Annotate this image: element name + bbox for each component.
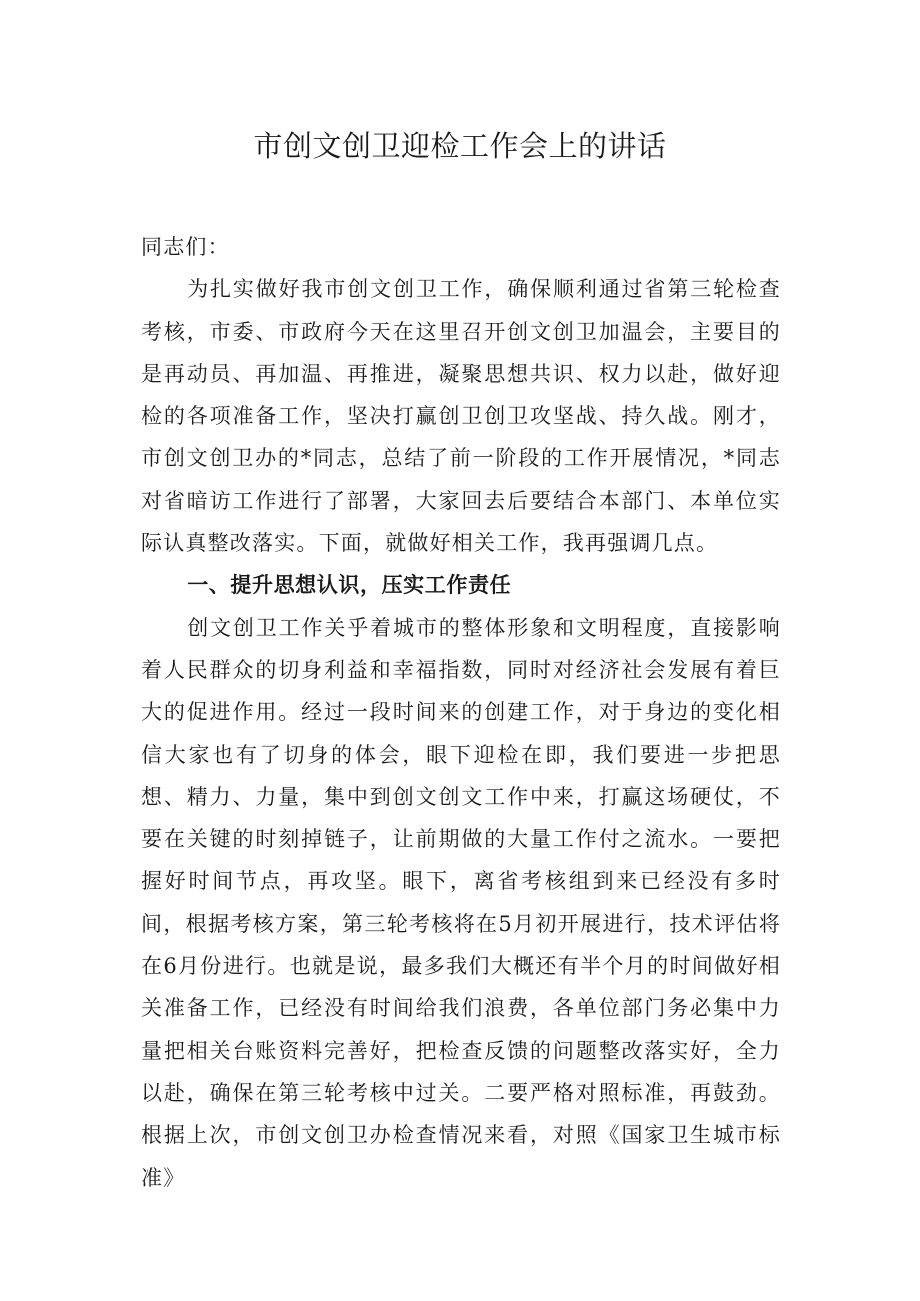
salutation: 同志们：	[141, 235, 230, 259]
intro-paragraph: 为扎实做好我市创文创卫工作，确保顺利通过省第三轮检查考核，市委、市政府今天在这里召开创文创卫加温会，主要目的是再动员、再加温、再推进，凝聚思想共识、权力以赴，做好迎检的各项准备工作，坚决打赢创卫创卫攻坚战、持久战。刚才，市创文创卫办的*同志，总结了前一阶段的工作开展情况，*同志对省暗访工作进行了部署，大家回去后要结合本部门、本单位实际认真整改落实。下面，就做好相关工作，我再强调几点。	[141, 277, 781, 556]
section-paragraph: 创文创卫工作关乎着城市的整体形象和文明程度，直接影响着人民群众的切身利益和幸福指数，同时对经济社会发展有着巨大的促进作用。经过一段时间来的创建工作，对于身边的变化相信大家也有了切身的体会，眼下迎检在即，我们要进一步把思想、精力、力量，集中到创文创文工作中来，打赢这场硬仗，不要在关键的时刻掉链子，让前期做的大量工作付之流水。一要把握好时间节点，再攻坚。眼下，离省考核组到来已经没有多时间，根据考核方案，第三轮考核将在5月初开展进行，技术评估将在6月份进行。也就是说，最多我们大概还有半个月的时间做好相关准备工作，已经没有时间给我们浪费，各单位部门务必集中力量把相关台账资料完善好，把检查反馈的问题整改落实好，全力以赴，确保在第三轮考核中过关。二要严格对照标准，再鼓劲。根据上次，市创文创卫办检查情况来看，对照《国家卫生城市标准》	[141, 615, 781, 1190]
section-heading: 一、提升思想认识，压实工作责任	[187, 573, 512, 598]
document-body	[141, 226, 781, 1199]
document-title: 市创文创卫迎检工作会上的讲话	[253, 129, 667, 163]
